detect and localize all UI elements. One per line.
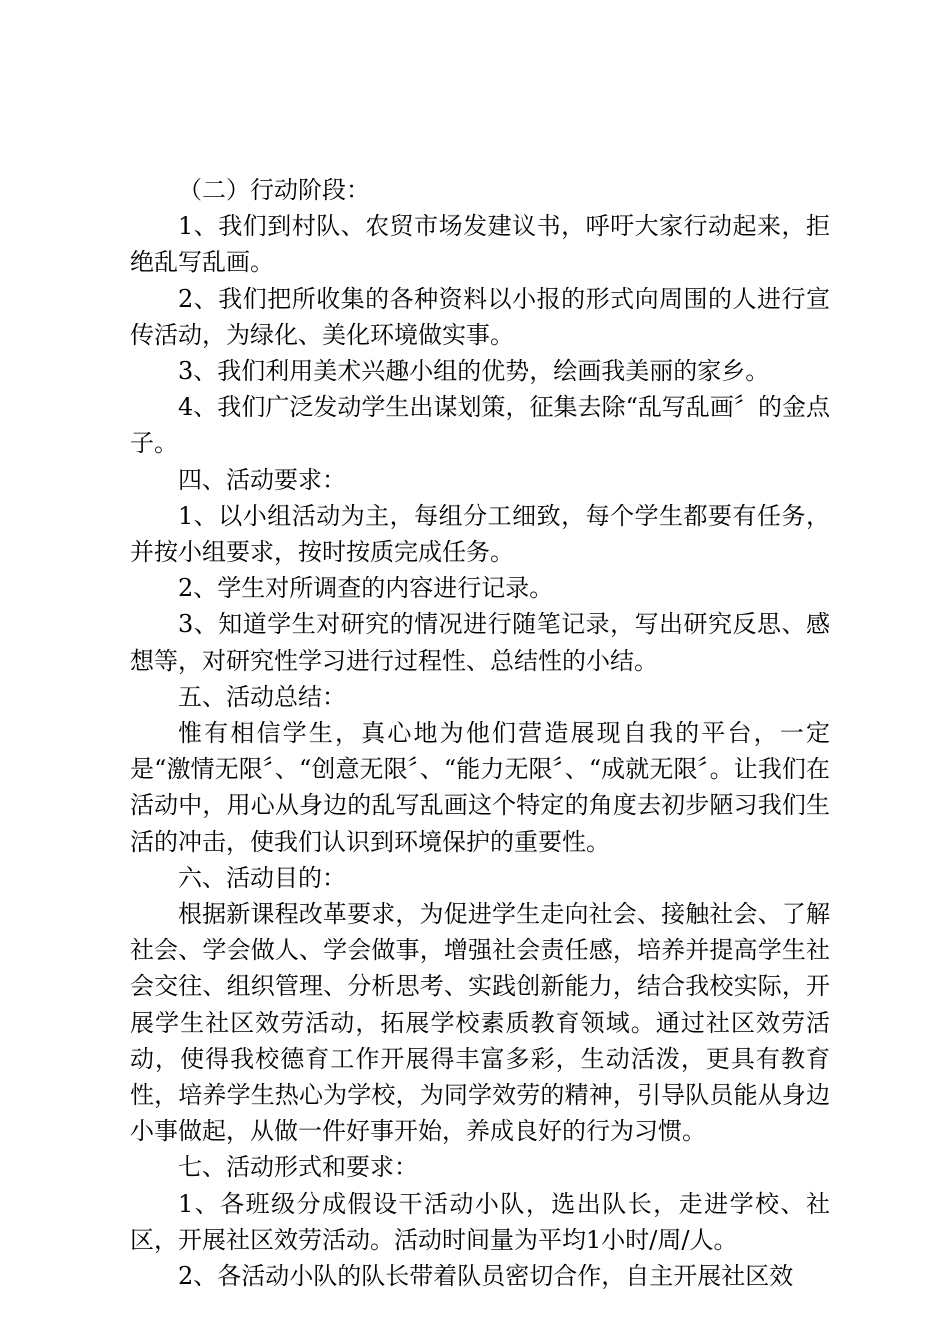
section-heading-action-stage: （二）行动阶段： [178,176,370,204]
document-page [130,172,830,1294]
paragraph-summary: 惟有相信学生，真心地为他们营造展现自我的平台，一定是“激情无限〞、“创意无限〞、“能力无限〞、“成就无限〞。让我们在活动中，用心从身边的乱写乱画这个特定的角度去初步陋习我们生活的冲击，使我们认识到环境保护的重要性。 [130,719,830,856]
section-heading-form-requirements: 七、活动形式和要求： [178,1153,418,1182]
section-heading-purpose: 六、活动目的： [178,863,346,892]
section-heading-summary: 五、活动总结： [178,682,346,711]
paragraph-requirement-3: 3、知道学生对研究的情况进行随笔记录，写出研究反思、感想等，对研究性学习进行过程性、总结性的小结。 [130,610,830,675]
paragraph-item-1: 1、我们到村队、农贸市场发建议书，呼吁大家行动起来，拒绝乱写乱画。 [130,212,830,277]
paragraph-requirement-1: 1、以小组活动为主，每组分工细致，每个学生都要有任务，并按小组要求，按时按质完成任务。 [130,501,830,567]
paragraph-form-2: 2、各活动小队的队长带着队员密切合作，自主开展社区效 [178,1262,794,1291]
paragraph-purpose: 根据新课程改革要求，为促进学生走向社会、接触社会、了解社会、学会做人、学会做事，增强社会责任感，培养并提高学生社会交往、组织管理、分析思考、实践创新能力，结合我校实际，开展学生社区效劳活动，拓展学校素质教育领域。通过社区效劳活动，使得我校德育工作开展得丰富多彩，生动活泼，更具有教育性，培养学生热心为学校，为同学效劳的精神，引导队员能从身边小事做起，从做一件好事开始，养成良好的行为习惯。 [130,900,830,1146]
paragraph-item-4: 4、我们广泛发动学生出谋划策，征集去除“乱写乱画〞的金点子。 [130,393,830,458]
section-heading-requirements: 四、活动要求： [178,465,346,494]
paragraph-item-3: 3、我们利用美术兴趣小组的优势，绘画我美丽的家乡。 [178,357,770,386]
paragraph-item-2: 2、我们把所收集的各种资料以小报的形式向周围的人进行宣传活动，为绿化、美化环境做实事。 [130,284,830,349]
paragraph-requirement-2: 2、学生对所调查的内容进行记录。 [178,574,554,603]
paragraph-form-1: 1、各班级分成假设干活动小队，选出队长，走进学校、社区，开展社区效劳活动。活动时间量为平均1小时/周/人。 [130,1189,830,1254]
